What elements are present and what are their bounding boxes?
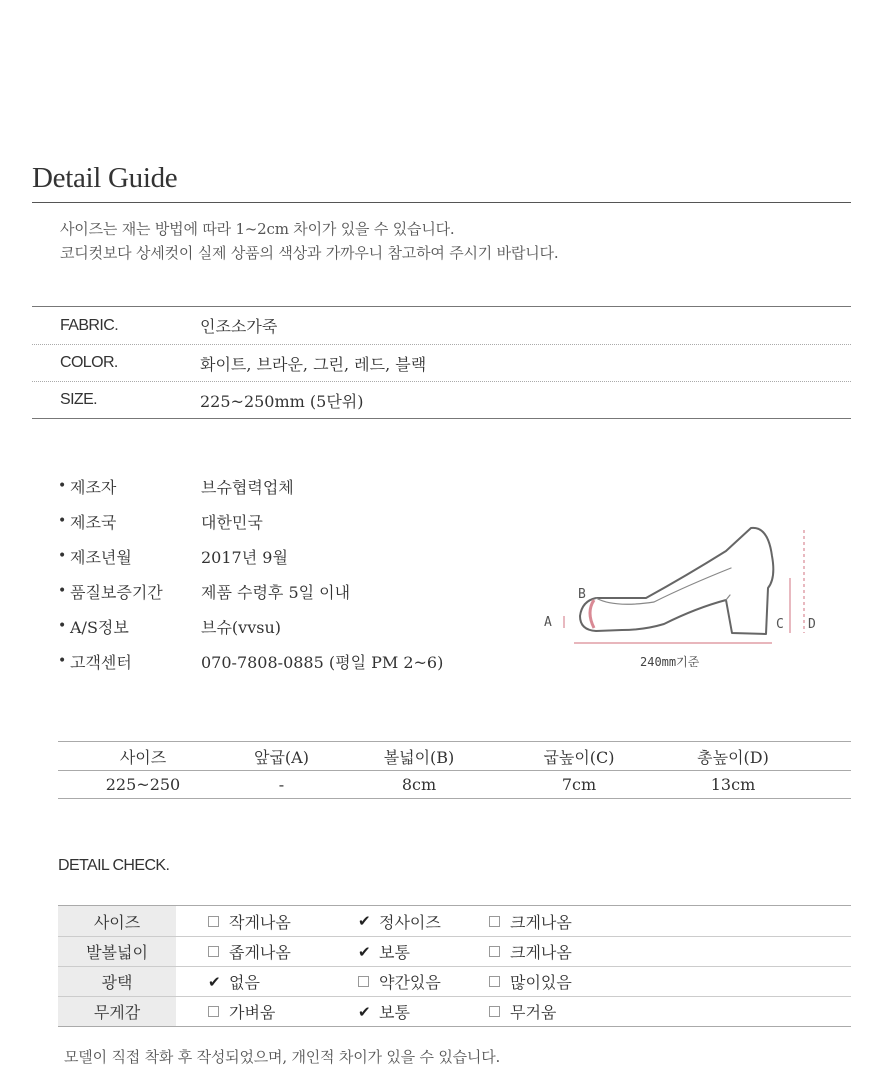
check-option-label: 작게나옴 [229,912,291,932]
detail-check-table [58,905,851,1027]
check-option [358,970,441,993]
spec-label: FABRIC. [60,316,119,334]
info-label: 고객센터 [70,652,132,672]
check-row [58,996,851,1026]
bullet: • [58,513,67,529]
size-value-cell: - [278,775,285,794]
empty-checkbox-icon [358,976,369,987]
check-row [58,906,851,936]
check-option [358,1000,410,1023]
label-d: D [808,617,816,632]
check-option [489,1000,556,1023]
check-option [208,1000,275,1023]
size-table [58,741,851,799]
check-option-label: 없음 [229,973,260,992]
size-value-cell: 225~250 [105,775,181,794]
info-row-maker [58,474,294,498]
bullet: • [58,653,67,669]
checkmark-icon: ✔ [208,972,221,991]
bullet: • [58,618,67,634]
check-option-label: 크게나옴 [510,943,572,962]
checkmark-icon: ✔ [358,912,371,930]
info-label: 제조자 [70,477,117,497]
empty-checkbox-icon [208,946,219,957]
checkmark-icon: ✔ [358,942,371,961]
info-row-as [58,614,281,638]
size-table-row [58,770,851,798]
check-option-label: 좁게나옴 [229,943,291,962]
shoe-diagram [536,516,836,676]
info-value: 070-7808-0885 (평일 PM 2~6) [201,652,444,672]
spec-label: SIZE. [60,391,98,408]
check-option [489,970,572,993]
info-row-cs [58,649,443,673]
info-row-date [58,544,288,568]
info-value: 2017년 9월 [201,547,288,567]
check-category: 사이즈 [58,906,176,936]
check-option [358,940,410,963]
info-value: 브슈(vvsu) [201,617,281,637]
empty-checkbox-icon [489,916,500,927]
checkmark-icon: ✔ [358,1002,371,1021]
spec-row-size [32,381,851,418]
size-header-cell: 사이즈 [119,747,167,767]
info-value: 대한민국 [201,512,263,532]
check-option [358,910,441,933]
spec-value: 화이트, 브라운, 그린, 레드, 블랙 [200,354,427,374]
bullet: • [58,478,67,494]
title-divider [32,202,851,203]
check-category: 무게감 [58,997,176,1026]
check-option-label: 많이있음 [510,973,572,992]
info-label: 제조년월 [70,547,132,567]
check-option-label: 약간있음 [379,973,441,992]
info-value: 제품 수령후 5일 이내 [201,582,351,602]
size-value-cell: 13cm [710,775,756,794]
check-category: 광택 [58,967,176,996]
empty-checkbox-icon [489,1006,500,1017]
intro-line-1: 사이즈는 재는 방법에 따라 1~2cm 차이가 있을 수 있습니다. [60,220,455,238]
check-option-label: 정사이즈 [379,912,441,932]
detail-check-title: DETAIL CHECK. [58,857,170,874]
check-option-label: 크게나옴 [510,912,572,932]
check-option [489,940,572,963]
spec-value: 인조소가죽 [200,317,278,336]
size-table-header [58,742,851,770]
check-option [489,910,572,933]
empty-checkbox-icon [208,1006,219,1017]
size-header-cell: 굽높이(C) [543,747,615,767]
check-row [58,936,851,966]
info-label: A/S정보 [70,617,129,637]
bullet: • [58,583,67,599]
size-value-cell: 7cm [561,775,597,794]
check-option [208,970,260,993]
size-header-cell: 볼넓이(B) [383,747,455,767]
bullet: • [58,548,67,564]
intro-line-2: 코디컷보다 상세컷이 실제 상품의 색상과 가까우니 참고하여 주시기 바랍니다. [60,244,559,262]
info-row-warranty [58,579,350,603]
spec-table [32,306,851,419]
check-category: 발볼넓이 [58,937,176,966]
spec-row-fabric [32,307,851,344]
check-option-label: 보통 [379,943,410,962]
ball-width-mark [590,600,594,628]
diagram-caption: 240mm기준 [640,655,700,669]
size-value-cell: 8cm [401,775,437,794]
check-option-label: 보통 [379,1003,410,1022]
info-row-country [58,509,263,533]
check-row [58,966,851,996]
info-value: 브슈협력업체 [201,477,294,497]
info-label: 품질보증기간 [70,582,163,602]
check-option-label: 가벼움 [229,1003,276,1022]
label-a: A [544,615,552,630]
check-option [208,940,291,963]
label-b: B [578,587,586,602]
spec-row-color [32,344,851,381]
spec-label: COLOR. [60,354,118,371]
spec-value: 225~250mm (5단위) [200,391,364,411]
check-option [208,910,291,933]
shoe-outline-icon [580,528,773,634]
check-option-label: 무거움 [510,1003,557,1022]
empty-checkbox-icon [489,976,500,987]
size-header-cell: 총높이(D) [697,747,769,767]
empty-checkbox-icon [489,946,500,957]
page-title: Detail Guide [32,162,178,194]
empty-checkbox-icon [208,916,219,927]
size-header-cell: 앞굽(A) [254,747,309,767]
footnote: 모델이 직접 착화 후 작성되었으며, 개인적 차이가 있을 수 있습니다. [64,1048,501,1066]
label-c: C [776,617,784,632]
info-label: 제조국 [70,512,117,532]
